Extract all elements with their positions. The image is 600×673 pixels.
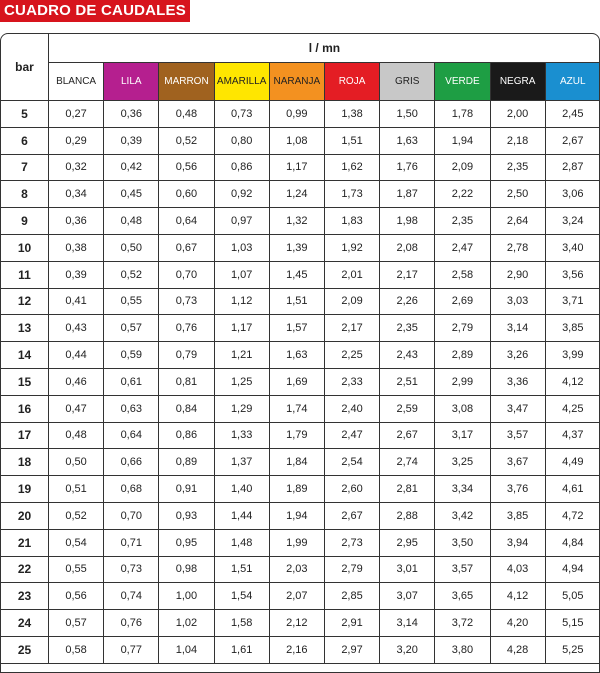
flow-value-cell: 2,79 xyxy=(435,315,490,342)
flow-value-cell: 0,32 xyxy=(49,154,104,181)
flow-value-cell: 1,38 xyxy=(324,101,379,128)
flow-value-cell: 2,95 xyxy=(380,529,435,556)
bar-pressure-cell: 14 xyxy=(1,342,49,369)
flow-value-cell: 1,17 xyxy=(269,154,324,181)
flow-value-cell: 0,73 xyxy=(159,288,214,315)
flow-value-cell: 2,22 xyxy=(435,181,490,208)
flow-value-cell: 0,47 xyxy=(49,395,104,422)
bar-pressure-cell: 24 xyxy=(1,610,49,637)
flow-value-cell: 2,33 xyxy=(324,368,379,395)
bar-pressure-cell: 7 xyxy=(1,154,49,181)
nozzle-color-header-negra: NEGRA xyxy=(490,63,545,101)
flow-value-cell: 1,73 xyxy=(324,181,379,208)
bar-pressure-cell: 12 xyxy=(1,288,49,315)
flow-value-cell: 0,60 xyxy=(159,181,214,208)
flow-value-cell: 1,98 xyxy=(380,208,435,235)
flow-value-cell: 0,68 xyxy=(104,476,159,503)
flow-value-cell: 4,03 xyxy=(490,556,545,583)
nozzle-color-header-azul: AZUL xyxy=(545,63,600,101)
flow-value-cell: 2,35 xyxy=(380,315,435,342)
table-row xyxy=(1,261,600,288)
flow-value-cell: 0,56 xyxy=(49,583,104,610)
flow-value-cell: 0,95 xyxy=(159,529,214,556)
flow-value-cell: 3,71 xyxy=(545,288,600,315)
nozzle-color-header-lila: LILA xyxy=(104,63,159,101)
flow-value-cell: 1,51 xyxy=(269,288,324,315)
flow-value-cell: 0,67 xyxy=(159,234,214,261)
flow-value-cell: 0,64 xyxy=(104,422,159,449)
bar-pressure-cell: 15 xyxy=(1,368,49,395)
flow-value-cell: 2,03 xyxy=(269,556,324,583)
flow-value-cell: 0,45 xyxy=(104,181,159,208)
flow-value-cell: 1,51 xyxy=(324,127,379,154)
flow-value-cell: 4,12 xyxy=(545,368,600,395)
flow-value-cell: 2,81 xyxy=(380,476,435,503)
flow-value-cell: 1,32 xyxy=(269,208,324,235)
flow-value-cell: 2,47 xyxy=(435,234,490,261)
flow-value-cell: 1,94 xyxy=(435,127,490,154)
bar-pressure-cell: 13 xyxy=(1,315,49,342)
flow-value-cell: 1,39 xyxy=(269,234,324,261)
table-row xyxy=(1,101,600,128)
flow-value-cell: 1,51 xyxy=(214,556,269,583)
bar-pressure-cell: 11 xyxy=(1,261,49,288)
flow-value-cell: 0,91 xyxy=(159,476,214,503)
flow-value-cell: 1,79 xyxy=(269,422,324,449)
flow-value-cell: 2,87 xyxy=(545,154,600,181)
flow-value-cell: 3,67 xyxy=(490,449,545,476)
flow-value-cell: 3,14 xyxy=(380,610,435,637)
flow-value-cell: 1,54 xyxy=(214,583,269,610)
table-row xyxy=(1,449,600,476)
flow-value-cell: 0,63 xyxy=(104,395,159,422)
flow-value-cell: 0,99 xyxy=(269,101,324,128)
nozzle-color-header-naranja: NARANJA xyxy=(269,63,324,101)
flow-value-cell: 0,76 xyxy=(104,610,159,637)
flow-value-cell: 2,26 xyxy=(380,288,435,315)
flow-value-cell: 0,59 xyxy=(104,342,159,369)
flow-value-cell: 4,49 xyxy=(545,449,600,476)
flow-rate-table xyxy=(0,33,600,664)
bar-pressure-cell: 19 xyxy=(1,476,49,503)
flow-value-cell: 0,58 xyxy=(49,636,104,663)
flow-value-cell: 0,43 xyxy=(49,315,104,342)
flow-value-cell: 0,48 xyxy=(159,101,214,128)
flow-value-cell: 2,09 xyxy=(435,154,490,181)
flow-value-cell: 2,17 xyxy=(324,315,379,342)
flow-value-cell: 0,74 xyxy=(104,583,159,610)
flow-value-cell: 3,42 xyxy=(435,502,490,529)
flow-value-cell: 1,44 xyxy=(214,502,269,529)
unit-header-row xyxy=(1,34,600,63)
flow-value-cell: 0,77 xyxy=(104,636,159,663)
flow-value-cell: 2,08 xyxy=(380,234,435,261)
flow-value-cell: 0,50 xyxy=(49,449,104,476)
flow-value-cell: 3,24 xyxy=(545,208,600,235)
flow-value-cell: 3,25 xyxy=(435,449,490,476)
table-row xyxy=(1,342,600,369)
unit-header: l / mn xyxy=(49,34,600,63)
flow-value-cell: 1,45 xyxy=(269,261,324,288)
flow-value-cell: 3,56 xyxy=(545,261,600,288)
flow-value-cell: 3,03 xyxy=(490,288,545,315)
flow-value-cell: 0,39 xyxy=(104,127,159,154)
flow-value-cell: 1,02 xyxy=(159,610,214,637)
flow-value-cell: 0,97 xyxy=(214,208,269,235)
flow-value-cell: 3,57 xyxy=(435,556,490,583)
flow-value-cell: 0,92 xyxy=(214,181,269,208)
page-title: CUADRO DE CAUDALES xyxy=(0,0,190,22)
flow-value-cell: 0,27 xyxy=(49,101,104,128)
flow-value-cell: 1,92 xyxy=(324,234,379,261)
flow-value-cell: 5,25 xyxy=(545,636,600,663)
table-row xyxy=(1,610,600,637)
flow-value-cell: 1,21 xyxy=(214,342,269,369)
flow-value-cell: 4,28 xyxy=(490,636,545,663)
flow-value-cell: 0,70 xyxy=(104,502,159,529)
flow-value-cell: 0,93 xyxy=(159,502,214,529)
flow-value-cell: 0,81 xyxy=(159,368,214,395)
flow-value-cell: 0,51 xyxy=(49,476,104,503)
flow-value-cell: 3,85 xyxy=(490,502,545,529)
flow-value-cell: 2,18 xyxy=(490,127,545,154)
flow-value-cell: 3,01 xyxy=(380,556,435,583)
flow-value-cell: 1,48 xyxy=(214,529,269,556)
flow-value-cell: 3,14 xyxy=(490,315,545,342)
flow-value-cell: 3,57 xyxy=(490,422,545,449)
flow-value-cell: 1,63 xyxy=(380,127,435,154)
flow-value-cell: 3,47 xyxy=(490,395,545,422)
flow-value-cell: 4,12 xyxy=(490,583,545,610)
flow-value-cell: 2,79 xyxy=(324,556,379,583)
bar-pressure-cell: 17 xyxy=(1,422,49,449)
flow-value-cell: 0,55 xyxy=(104,288,159,315)
bar-pressure-cell: 16 xyxy=(1,395,49,422)
flow-value-cell: 1,87 xyxy=(380,181,435,208)
nozzle-color-header-blanca: BLANCA xyxy=(49,63,104,101)
flow-value-cell: 1,50 xyxy=(380,101,435,128)
flow-value-cell: 2,54 xyxy=(324,449,379,476)
table-row xyxy=(1,234,600,261)
flow-value-cell: 2,35 xyxy=(435,208,490,235)
table-row xyxy=(1,181,600,208)
flow-value-cell: 2,01 xyxy=(324,261,379,288)
flow-value-cell: 0,48 xyxy=(49,422,104,449)
flow-value-cell: 1,33 xyxy=(214,422,269,449)
flow-value-cell: 0,52 xyxy=(104,261,159,288)
nozzle-color-header-row xyxy=(1,63,600,101)
table-row xyxy=(1,476,600,503)
bar-pressure-cell: 20 xyxy=(1,502,49,529)
flow-value-cell: 1,00 xyxy=(159,583,214,610)
flow-value-cell: 3,07 xyxy=(380,583,435,610)
nozzle-color-header-amarilla: AMARILLA xyxy=(214,63,269,101)
bar-pressure-cell: 5 xyxy=(1,101,49,128)
flow-value-cell: 2,67 xyxy=(324,502,379,529)
flow-value-cell: 3,40 xyxy=(545,234,600,261)
flow-value-cell: 0,66 xyxy=(104,449,159,476)
flow-value-cell: 0,36 xyxy=(104,101,159,128)
flow-value-cell: 0,54 xyxy=(49,529,104,556)
flow-value-cell: 1,25 xyxy=(214,368,269,395)
flow-value-cell: 2,67 xyxy=(380,422,435,449)
flow-value-cell: 0,86 xyxy=(159,422,214,449)
flow-value-cell: 2,74 xyxy=(380,449,435,476)
flow-value-cell: 5,15 xyxy=(545,610,600,637)
flow-value-cell: 1,99 xyxy=(269,529,324,556)
flow-value-cell: 0,57 xyxy=(49,610,104,637)
flow-value-cell: 3,85 xyxy=(545,315,600,342)
bar-pressure-cell: 9 xyxy=(1,208,49,235)
flow-value-cell: 4,37 xyxy=(545,422,600,449)
flow-value-cell: 2,43 xyxy=(380,342,435,369)
flow-value-cell: 1,12 xyxy=(214,288,269,315)
flow-value-cell: 3,26 xyxy=(490,342,545,369)
flow-value-cell: 2,60 xyxy=(324,476,379,503)
flow-value-cell: 1,07 xyxy=(214,261,269,288)
flow-value-cell: 1,94 xyxy=(269,502,324,529)
flow-value-cell: 3,99 xyxy=(545,342,600,369)
flow-value-cell: 1,69 xyxy=(269,368,324,395)
flow-value-cell: 0,71 xyxy=(104,529,159,556)
flow-value-cell: 0,56 xyxy=(159,154,214,181)
flow-value-cell: 4,61 xyxy=(545,476,600,503)
bar-column-header: bar xyxy=(1,34,49,101)
flow-value-cell: 2,99 xyxy=(435,368,490,395)
flow-value-cell: 2,88 xyxy=(380,502,435,529)
flow-value-cell: 2,00 xyxy=(490,101,545,128)
flow-value-cell: 1,37 xyxy=(214,449,269,476)
flow-value-cell: 1,83 xyxy=(324,208,379,235)
table-row xyxy=(1,368,600,395)
bar-pressure-cell: 6 xyxy=(1,127,49,154)
flow-value-cell: 0,79 xyxy=(159,342,214,369)
bar-pressure-cell: 18 xyxy=(1,449,49,476)
flow-value-cell: 1,84 xyxy=(269,449,324,476)
flow-value-cell: 2,97 xyxy=(324,636,379,663)
flow-value-cell: 0,84 xyxy=(159,395,214,422)
flow-value-cell: 2,35 xyxy=(490,154,545,181)
table-row xyxy=(1,502,600,529)
flow-value-cell: 2,40 xyxy=(324,395,379,422)
flow-value-cell: 3,80 xyxy=(435,636,490,663)
flow-value-cell: 1,78 xyxy=(435,101,490,128)
flow-value-cell: 2,07 xyxy=(269,583,324,610)
flow-value-cell: 0,89 xyxy=(159,449,214,476)
flow-value-cell: 2,90 xyxy=(490,261,545,288)
flow-value-cell: 5,05 xyxy=(545,583,600,610)
flow-value-cell: 3,76 xyxy=(490,476,545,503)
flow-value-cell: 1,17 xyxy=(214,315,269,342)
flow-value-cell: 2,59 xyxy=(380,395,435,422)
flow-value-cell: 2,12 xyxy=(269,610,324,637)
flow-value-cell: 0,29 xyxy=(49,127,104,154)
flow-value-cell: 2,69 xyxy=(435,288,490,315)
flow-value-cell: 4,20 xyxy=(490,610,545,637)
flow-value-cell: 0,61 xyxy=(104,368,159,395)
flow-value-cell: 1,58 xyxy=(214,610,269,637)
flow-value-cell: 2,09 xyxy=(324,288,379,315)
flow-value-cell: 3,08 xyxy=(435,395,490,422)
table-row xyxy=(1,422,600,449)
flow-value-cell: 1,04 xyxy=(159,636,214,663)
nozzle-color-header-marron: MARRON xyxy=(159,63,214,101)
bar-pressure-cell: 23 xyxy=(1,583,49,610)
flow-value-cell: 2,47 xyxy=(324,422,379,449)
flow-value-cell: 0,38 xyxy=(49,234,104,261)
flow-value-cell: 0,76 xyxy=(159,315,214,342)
flow-value-cell: 2,17 xyxy=(380,261,435,288)
flow-value-cell: 0,39 xyxy=(49,261,104,288)
flow-value-cell: 0,55 xyxy=(49,556,104,583)
flow-value-cell: 1,76 xyxy=(380,154,435,181)
flow-value-cell: 0,86 xyxy=(214,154,269,181)
flow-value-cell: 0,34 xyxy=(49,181,104,208)
flow-value-cell: 1,57 xyxy=(269,315,324,342)
flow-value-cell: 3,34 xyxy=(435,476,490,503)
flow-value-cell: 1,89 xyxy=(269,476,324,503)
bar-pressure-cell: 25 xyxy=(1,636,49,663)
flow-value-cell: 0,80 xyxy=(214,127,269,154)
flow-value-cell: 4,72 xyxy=(545,502,600,529)
flow-value-cell: 2,78 xyxy=(490,234,545,261)
table-row xyxy=(1,556,600,583)
flow-value-cell: 0,64 xyxy=(159,208,214,235)
flow-value-cell: 2,67 xyxy=(545,127,600,154)
flow-value-cell: 0,46 xyxy=(49,368,104,395)
flow-value-cell: 0,73 xyxy=(104,556,159,583)
flow-value-cell: 2,85 xyxy=(324,583,379,610)
flow-value-cell: 0,73 xyxy=(214,101,269,128)
flow-value-cell: 1,63 xyxy=(269,342,324,369)
table-row xyxy=(1,315,600,342)
flow-value-cell: 1,74 xyxy=(269,395,324,422)
flow-value-cell: 1,40 xyxy=(214,476,269,503)
flow-value-cell: 1,24 xyxy=(269,181,324,208)
flow-value-cell: 0,52 xyxy=(49,502,104,529)
flow-value-cell: 0,42 xyxy=(104,154,159,181)
flow-value-cell: 1,03 xyxy=(214,234,269,261)
flow-value-cell: 2,16 xyxy=(269,636,324,663)
flow-value-cell: 0,98 xyxy=(159,556,214,583)
table-row xyxy=(1,636,600,663)
flow-value-cell: 3,50 xyxy=(435,529,490,556)
flow-value-cell: 2,73 xyxy=(324,529,379,556)
flow-value-cell: 2,45 xyxy=(545,101,600,128)
flow-value-cell: 3,17 xyxy=(435,422,490,449)
flow-value-cell: 3,94 xyxy=(490,529,545,556)
table-body xyxy=(1,101,600,664)
flow-value-cell: 3,36 xyxy=(490,368,545,395)
flow-value-cell: 0,48 xyxy=(104,208,159,235)
flow-value-cell: 0,41 xyxy=(49,288,104,315)
table-row xyxy=(1,529,600,556)
flow-value-cell: 3,06 xyxy=(545,181,600,208)
flow-value-cell: 2,89 xyxy=(435,342,490,369)
flow-value-cell: 0,44 xyxy=(49,342,104,369)
flow-value-cell: 4,84 xyxy=(545,529,600,556)
flow-value-cell: 1,61 xyxy=(214,636,269,663)
flow-value-cell: 0,36 xyxy=(49,208,104,235)
flow-value-cell: 4,25 xyxy=(545,395,600,422)
flow-value-cell: 2,51 xyxy=(380,368,435,395)
flow-value-cell: 1,08 xyxy=(269,127,324,154)
flow-value-cell: 1,62 xyxy=(324,154,379,181)
flow-value-cell: 3,72 xyxy=(435,610,490,637)
flow-value-cell: 2,58 xyxy=(435,261,490,288)
flow-value-cell: 3,65 xyxy=(435,583,490,610)
nozzle-color-header-verde: VERDE xyxy=(435,63,490,101)
flow-value-cell: 3,20 xyxy=(380,636,435,663)
flow-value-cell: 2,25 xyxy=(324,342,379,369)
table-row xyxy=(1,583,600,610)
table-row xyxy=(1,395,600,422)
flow-value-cell: 2,91 xyxy=(324,610,379,637)
table-row xyxy=(1,208,600,235)
flow-value-cell: 0,52 xyxy=(159,127,214,154)
bar-pressure-cell: 10 xyxy=(1,234,49,261)
flow-value-cell: 1,29 xyxy=(214,395,269,422)
table-row xyxy=(1,127,600,154)
nozzle-color-header-gris: GRIS xyxy=(380,63,435,101)
bar-pressure-cell: 21 xyxy=(1,529,49,556)
table-row xyxy=(1,154,600,181)
flow-value-cell: 2,64 xyxy=(490,208,545,235)
flow-value-cell: 0,57 xyxy=(104,315,159,342)
bar-pressure-cell: 22 xyxy=(1,556,49,583)
flow-value-cell: 4,94 xyxy=(545,556,600,583)
flow-value-cell: 0,70 xyxy=(159,261,214,288)
flow-rate-table-container xyxy=(0,33,600,673)
bar-pressure-cell: 8 xyxy=(1,181,49,208)
flow-value-cell: 0,50 xyxy=(104,234,159,261)
nozzle-color-header-roja: ROJA xyxy=(324,63,379,101)
flow-value-cell: 2,50 xyxy=(490,181,545,208)
table-row xyxy=(1,288,600,315)
